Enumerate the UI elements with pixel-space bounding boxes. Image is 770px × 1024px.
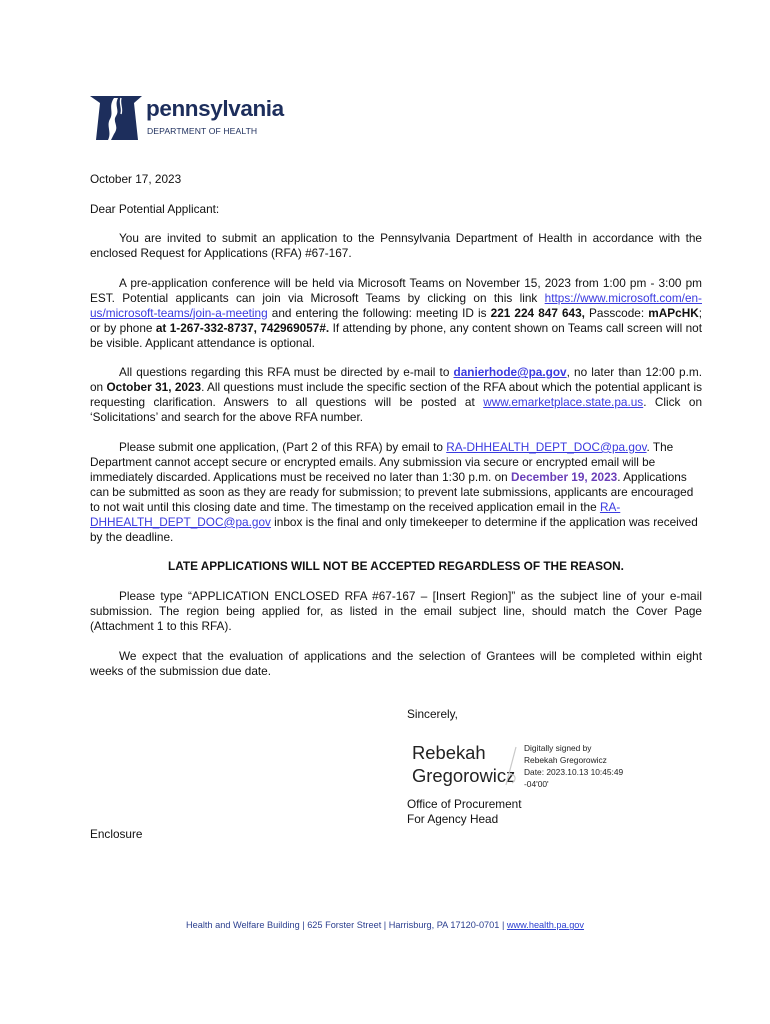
conference-text: If attending by phone, any content shown on Teams call screen will not be visible. Applicant attendance is optional.	[90, 320, 702, 350]
conference-text: ; or by phone	[90, 305, 703, 335]
conference-text: Passcode:	[584, 305, 649, 320]
teams-join-link[interactable]: https://www.microsoft.com/en-us/microsoft-teams/join-a-meeting	[90, 290, 702, 320]
pa-health-logo	[90, 92, 310, 144]
letter-date: October 17, 2023	[90, 172, 182, 186]
signer-office	[407, 797, 522, 827]
keystone-icon	[90, 92, 142, 144]
paragraph-invitation: You are invited to submit an application to the Pennsylvania Department of Health in accordance with the enclosed Request for Applications (RFA) #67-167.	[90, 231, 702, 260]
questions-email-link[interactable]: danierhode@pa.gov	[453, 365, 567, 380]
late-applications-notice: LATE APPLICATIONS WILL NOT BE ACCEPTED REGARDLESS OF THE REASON.	[168, 559, 624, 574]
submission-text: Please submit one application, (Part 2 of this RFA) by email to	[119, 439, 447, 454]
emarketplace-link[interactable]: www.emarketplace.state.pa.us	[483, 395, 644, 410]
submission-email-link[interactable]: RA-DHHEALTH_DEPT_DOC@pa.gov	[446, 439, 647, 454]
letter-footer	[0, 919, 770, 931]
submission-text: . Applications can be submitted as soon as they are ready for submission; to prevent late submissions, applicants are encouraged to not wait until this closing date and time. The timestamp on the received application email in the	[90, 469, 694, 514]
meeting-id: 221 224 847 643,	[490, 305, 585, 320]
submission-email-link-2[interactable]: RA-DHHEALTH_DEPT_DOC@pa.gov	[90, 499, 621, 529]
paragraph-evaluation: We expect that the evaluation of applications and the selection of Grantees will be completed within eight weeks of the submission due date.	[90, 648, 702, 678]
signature-detail-line: Date: 2023.10.13 10:45:49	[524, 767, 624, 777]
paragraph-submission	[90, 440, 702, 545]
enclosure-label: Enclosure	[90, 827, 143, 841]
signature-detail-line: -04'00'	[524, 779, 549, 789]
office-line: Office of Procurement	[407, 797, 522, 811]
meeting-phone: at 1-267-332-8737, 742969057#.	[155, 320, 330, 335]
conference-text: A pre-application conference will be held via Microsoft Teams on November 15, 2023 from 1:00 pm - 3:00 pm EST. Potential applicants can join via Microsoft Teams by clicking on this link	[90, 275, 702, 305]
signature-stroke-icon	[500, 745, 522, 789]
submission-due-date: December 19, 2023	[510, 469, 618, 484]
digital-signature	[412, 741, 672, 791]
footer-website-link[interactable]: www.health.pa.gov	[506, 920, 585, 930]
meeting-passcode: mAPcHK	[648, 305, 699, 320]
signature-first-name: Rebekah	[412, 742, 486, 763]
signature-details	[524, 742, 623, 790]
signature-last-name: Gregorowicz	[412, 765, 516, 786]
signature-detail-line: Rebekah Gregorowicz	[524, 755, 607, 765]
paragraph-questions	[90, 365, 702, 425]
submission-text: inbox is the final and only timekeeper to determine if the application was received by the deadline.	[90, 514, 698, 544]
questions-text: All questions regarding this RFA must be directed by e-mail to	[119, 365, 454, 380]
submission-text: . The Department cannot accept secure or encrypted emails. Any submission via secure or encrypted email will be immediately discarded. Applications must be received no later than 1:30 p.m. on	[90, 439, 674, 484]
paragraph-conference	[90, 276, 702, 351]
questions-text: . Click on ‘Solicitations’ and search for the above RFA number.	[90, 395, 703, 425]
logo-wordmark: pennsylvania	[146, 96, 284, 121]
logo-subtitle: DEPARTMENT OF HEALTH	[147, 126, 258, 136]
office-line: For Agency Head	[407, 812, 499, 826]
closing-salutation: Sincerely,	[407, 707, 458, 721]
letter-body	[90, 172, 702, 693]
questions-text: , no later than 12:00 p.m. on	[90, 365, 702, 395]
footer-address: Health and Welfare Building | 625 Forster Street | Harrisburg, PA 17120-0701 |	[185, 920, 507, 930]
questions-deadline: October 31, 2023	[106, 380, 202, 395]
conference-text: and entering the following: meeting ID is	[267, 305, 491, 320]
questions-text: . All questions must include the specific section of the RFA about which the potential applicant is requesting clarification. Answers to all questions will be posted at	[90, 380, 702, 410]
signature-detail-line: Digitally signed by	[524, 743, 592, 753]
letter-greeting: Dear Potential Applicant:	[90, 202, 220, 216]
paragraph-subject-line: Please type “APPLICATION ENCLOSED RFA #67-167 – [Insert Region]” as the subject line of your e-mail submission. The region being applied for, as listed in the email subject line, should match the Cover Page (Attachment 1 to this RFA).	[90, 588, 702, 633]
